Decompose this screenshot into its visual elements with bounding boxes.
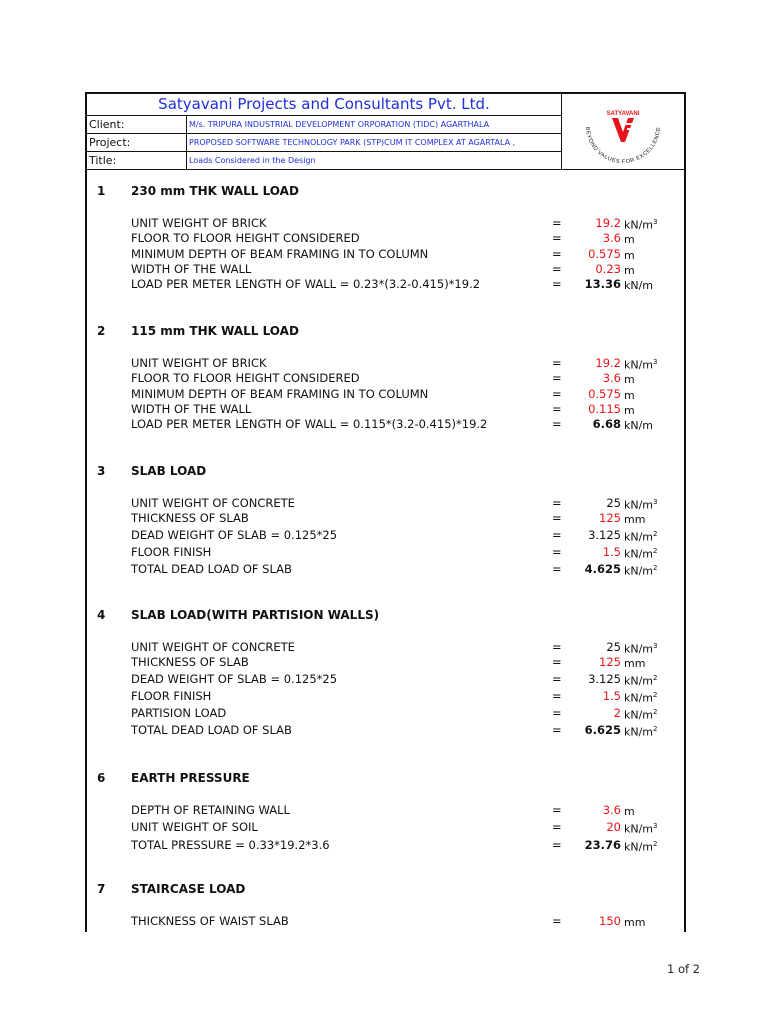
company-logo	[562, 94, 684, 169]
logo-brand-text: SATYAVANI	[606, 111, 640, 117]
equals-sign: =	[552, 528, 562, 543]
unit-text: mm	[624, 513, 646, 527]
unit-text: kN/m	[624, 498, 654, 512]
row-unit	[624, 822, 658, 836]
row-label: DEAD WEIGHT OF SLAB = 0.125*25	[131, 672, 338, 687]
equals-sign: =	[552, 511, 562, 526]
logo-tagline: BEYOND VALUES FOR EXCELLENCE	[583, 126, 663, 166]
unit-text: m	[624, 403, 635, 417]
row-value: 2	[613, 706, 621, 721]
project-value: PROPOSED SOFTWARE TECHNOLOGY PARK (STP)CUM IT COMPLEX AT AGARTALA ,	[189, 138, 516, 147]
table-row	[87, 545, 684, 561]
row-value: 1.5	[602, 545, 621, 560]
row-unit	[624, 373, 635, 386]
row-unit	[624, 279, 653, 292]
total-value: 6.68	[592, 417, 621, 432]
section-number: 6	[97, 771, 106, 785]
client-label: Client:	[87, 116, 187, 133]
row-value: 20	[606, 820, 621, 835]
row-value: 0.575	[588, 246, 621, 261]
unit-text: kN/m	[624, 822, 654, 836]
table-row	[87, 496, 684, 512]
row-value: 0.575	[588, 386, 621, 401]
row-label: FLOOR TO FLOOR HEIGHT CONSIDERED	[131, 231, 360, 246]
row-unit	[624, 805, 635, 818]
table-row	[87, 417, 684, 433]
equals-sign: =	[552, 689, 562, 704]
equals-sign: =	[552, 401, 562, 416]
unit-text: kN/m	[624, 840, 654, 854]
row-label: WIDTH OF THE WALL	[131, 401, 252, 416]
row-label: MINIMUM DEPTH OF BEAM FRAMING IN TO COLUMN	[131, 246, 429, 261]
section-number: 2	[97, 324, 106, 338]
equals-sign: =	[552, 820, 562, 835]
row-unit	[624, 264, 635, 277]
row-label: TOTAL DEAD LOAD OF SLAB	[131, 723, 292, 738]
header-divider	[87, 169, 684, 170]
client-value: M/s. TRIPURA INDUSTRIAL DEVELOPMENT ORPORATION (TIDC) AGARTHALA	[189, 120, 490, 129]
row-label: FLOOR FINISH	[131, 545, 212, 560]
table-row	[87, 723, 684, 739]
unit-text: kN/m	[624, 530, 654, 544]
row-unit	[624, 916, 645, 929]
row-unit	[624, 404, 635, 417]
unit-text: kN/m	[624, 642, 654, 656]
equals-sign: =	[552, 723, 562, 738]
row-value: 0.115	[588, 401, 621, 416]
equals-sign: =	[552, 655, 562, 670]
row-label: THICKNESS OF SLAB	[131, 511, 249, 526]
equals-sign: =	[552, 803, 562, 817]
table-row	[87, 356, 684, 372]
table-row	[87, 511, 684, 527]
row-label: TOTAL PRESSURE = 0.33*19.2*3.6	[131, 837, 330, 852]
row-label: DEPTH OF RETAINING WALL	[131, 803, 290, 817]
unit-exponent: 2	[653, 530, 658, 539]
logo-cell	[562, 94, 684, 170]
equals-sign: =	[552, 231, 562, 246]
total-value: 23.76	[584, 837, 621, 852]
section-number: 4	[97, 608, 106, 622]
unit-text: kN/m	[624, 419, 654, 433]
row-value: 3.6	[602, 803, 621, 817]
row-label: UNIT WEIGHT OF CONCRETE	[131, 496, 295, 510]
unit-text: m	[624, 248, 635, 262]
row-value: 19.2	[595, 356, 621, 370]
unit-text: m	[624, 373, 635, 387]
row-value: 1.5	[602, 689, 621, 704]
table-row	[87, 371, 684, 387]
table-row	[87, 247, 684, 263]
project-row	[87, 134, 562, 152]
row-unit	[624, 498, 658, 512]
table-row	[87, 262, 684, 278]
table-row	[87, 655, 684, 671]
equals-sign: =	[552, 417, 562, 432]
row-value: 125	[599, 655, 621, 670]
equals-sign: =	[552, 386, 562, 401]
equals-sign: =	[552, 277, 562, 292]
unit-exponent: 2	[653, 547, 658, 556]
unit-text: kN/m	[624, 674, 654, 688]
page-number: 1 of 2	[666, 962, 700, 976]
table-row	[87, 402, 684, 418]
row-label: UNIT WEIGHT OF CONCRETE	[131, 640, 295, 654]
row-label: THICKNESS OF SLAB	[131, 655, 249, 670]
row-value: 3.6	[602, 231, 621, 246]
row-unit	[624, 708, 658, 722]
total-value: 4.625	[584, 562, 621, 577]
unit-exponent: 3	[653, 822, 658, 831]
row-value: 3.125	[588, 528, 621, 543]
table-row	[87, 803, 684, 819]
unit-text: mm	[624, 916, 646, 929]
unit-exponent: 2	[653, 839, 658, 848]
unit-text: kN/m	[624, 218, 654, 232]
table-row	[87, 562, 684, 578]
equals-sign: =	[552, 246, 562, 261]
unit-text: kN/m	[624, 547, 654, 561]
unit-text: kN/m	[624, 708, 654, 722]
row-label: FLOOR TO FLOOR HEIGHT CONSIDERED	[131, 371, 360, 386]
row-value: 19.2	[595, 216, 621, 230]
section-number: 3	[97, 464, 106, 478]
equals-sign: =	[552, 562, 562, 577]
equals-sign: =	[552, 706, 562, 721]
table-row	[87, 672, 684, 688]
row-unit	[624, 218, 658, 232]
section-title: EARTH PRESSURE	[131, 771, 250, 785]
row-label: LOAD PER METER LENGTH OF WALL = 0.23*(3.2-0.415)*19.2	[131, 277, 481, 292]
row-unit	[624, 233, 635, 246]
equals-sign: =	[552, 914, 562, 928]
client-row	[87, 116, 562, 134]
row-unit	[624, 840, 658, 854]
row-unit	[624, 513, 645, 526]
equals-sign: =	[552, 216, 562, 230]
section-title: SLAB LOAD(WITH PARTISION WALLS)	[131, 608, 380, 622]
table-row	[87, 689, 684, 705]
unit-exponent: 3	[653, 218, 658, 226]
table-row	[87, 231, 684, 247]
unit-text: m	[624, 263, 635, 277]
equals-sign: =	[552, 371, 562, 386]
row-value: 3.125	[588, 672, 621, 687]
equals-sign: =	[552, 837, 562, 852]
row-label: THICKNESS OF WAIST SLAB	[131, 914, 289, 928]
table-row	[87, 640, 684, 656]
row-value: 125	[599, 511, 621, 526]
section-title: SLAB LOAD	[131, 464, 207, 478]
unit-exponent: 2	[653, 674, 658, 683]
unit-exponent: 3	[653, 358, 658, 366]
unit-text: kN/m	[624, 725, 654, 739]
unit-text: kN/m	[624, 358, 654, 372]
row-label: MINIMUM DEPTH OF BEAM FRAMING IN TO COLUMN	[131, 386, 429, 401]
equals-sign: =	[552, 545, 562, 560]
row-unit	[624, 547, 658, 561]
equals-sign: =	[552, 640, 562, 654]
row-unit	[624, 657, 645, 670]
unit-text: m	[624, 233, 635, 247]
total-value: 6.625	[584, 723, 621, 738]
unit-text: m	[624, 805, 635, 818]
calculation-sheet	[85, 92, 686, 932]
row-label: PARTISION LOAD	[131, 706, 227, 721]
unit-text: m	[624, 388, 635, 402]
section-title: STAIRCASE LOAD	[131, 882, 246, 896]
table-row	[87, 914, 684, 930]
row-unit	[624, 642, 658, 656]
row-label: TOTAL DEAD LOAD OF SLAB	[131, 562, 292, 577]
row-unit	[624, 530, 658, 544]
row-label: DEAD WEIGHT OF SLAB = 0.125*25	[131, 528, 338, 543]
project-label: Project:	[87, 134, 187, 151]
table-row	[87, 277, 684, 293]
title-label: Title:	[87, 152, 187, 169]
row-unit	[624, 725, 658, 739]
row-label: UNIT WEIGHT OF BRICK	[131, 356, 267, 370]
section-title: 115 mm THK WALL LOAD	[131, 324, 299, 338]
unit-text: mm	[624, 657, 646, 671]
row-unit	[624, 674, 658, 688]
unit-exponent: 2	[653, 564, 658, 573]
row-label: UNIT WEIGHT OF SOIL	[131, 820, 258, 835]
section-title: 230 mm THK WALL LOAD	[131, 184, 299, 198]
logo-mark	[612, 118, 638, 142]
row-unit	[624, 419, 653, 432]
equals-sign: =	[552, 261, 562, 276]
row-label: FLOOR FINISH	[131, 689, 212, 704]
unit-exponent: 3	[653, 498, 658, 506]
section-number: 1	[97, 184, 106, 198]
unit-text: kN/m	[624, 564, 654, 578]
unit-text: kN/m	[624, 691, 654, 705]
row-unit	[624, 249, 635, 262]
equals-sign: =	[552, 496, 562, 510]
total-value: 13.36	[584, 277, 621, 292]
table-row	[87, 387, 684, 403]
title-value: Loads Considered in the Design	[189, 156, 316, 165]
equals-sign: =	[552, 356, 562, 370]
unit-text: kN/m	[624, 279, 654, 293]
table-row	[87, 528, 684, 544]
title-row	[87, 152, 562, 170]
table-row	[87, 838, 684, 854]
row-unit	[624, 389, 635, 402]
row-label: UNIT WEIGHT OF BRICK	[131, 216, 267, 230]
row-value: 25	[606, 640, 621, 654]
company-name: Satyavani Projects and Consultants Pvt. Ltd.	[87, 94, 562, 116]
unit-exponent: 2	[653, 725, 658, 734]
table-row	[87, 706, 684, 722]
row-value: 3.6	[602, 371, 621, 386]
section-number: 7	[97, 882, 106, 896]
unit-exponent: 2	[653, 691, 658, 700]
equals-sign: =	[552, 672, 562, 687]
row-unit	[624, 358, 658, 372]
row-unit	[624, 691, 658, 705]
table-row	[87, 216, 684, 232]
row-value: 150	[599, 914, 621, 928]
unit-exponent: 3	[653, 642, 658, 650]
row-value: 25	[606, 496, 621, 510]
row-value: 0.23	[595, 261, 621, 276]
row-label: WIDTH OF THE WALL	[131, 261, 252, 276]
table-row	[87, 820, 684, 836]
unit-exponent: 2	[653, 708, 658, 717]
row-label: LOAD PER METER LENGTH OF WALL = 0.115*(3.2-0.415)*19.2	[131, 417, 488, 432]
row-unit	[624, 564, 658, 578]
